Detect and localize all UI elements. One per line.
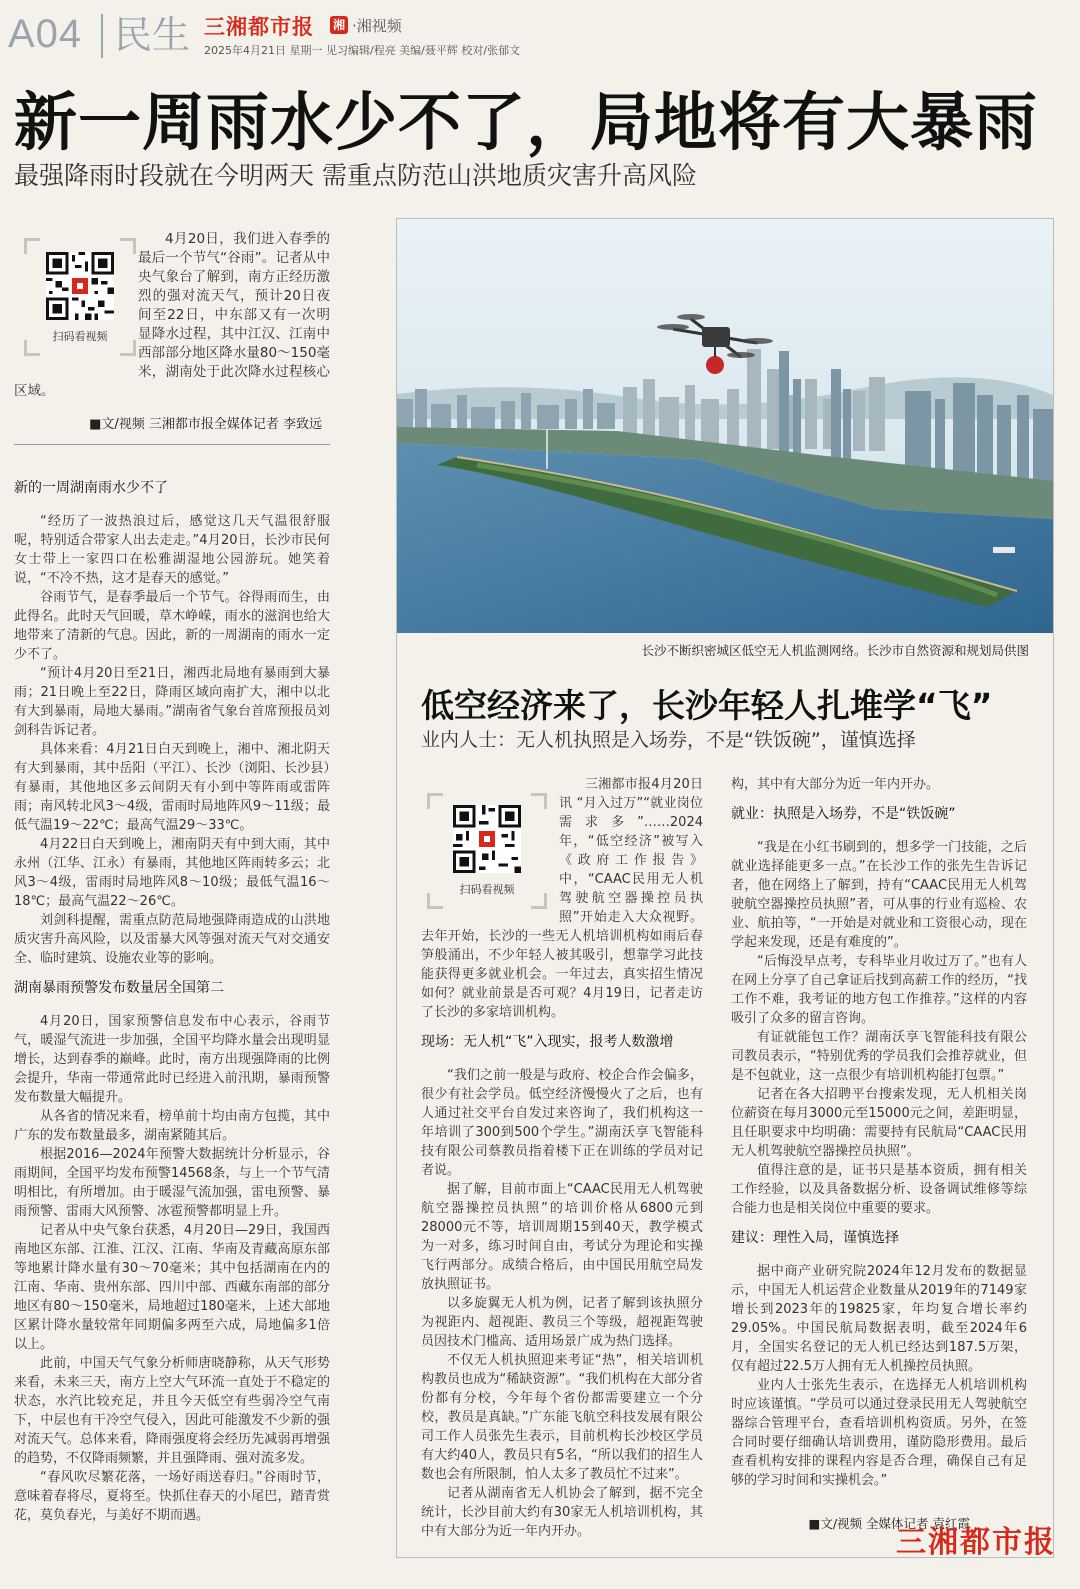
body-paragraph: 谷雨节气，是春季最后一个节气。谷得雨而生，由此得名。此时天气回暖，草木峥嵘，雨水的滋润也给大地带来了清新的气息。因此，新的一周湖南的雨水一定少不了。 [14,590,330,662]
header-divider [101,14,103,58]
article-subtitle: 业内人士：无人机执照是入场券，不是“铁饭碗”，谨慎选择 [421,729,916,751]
body-paragraph: 4月22日白天到晚上，湘南阴天有中到大雨，其中永州（江华、江永）有暴雨，其他地区阵雨转多云；北风3～4级，雷雨时局地阵风8～10级；最低气温16～18℃；最高气温22～26℃。 [14,837,330,909]
section-subtitle: 现场：无人机“飞”入现实，报考人数激增 [421,1034,674,1050]
body-paragraph: “经历了一波热浪过后，感觉这几天气温很舒服呢，特别适合带家人出去走走。”4月20日，长沙市民何女士带上一家四口在松雅湖湿地公园游玩。她笑着说，“不冷不热，这才是春天的感觉。” [14,514,330,586]
body-paragraph: 根据2016—2024年预警大数据统计分析显示，谷雨期间，全国平均发布预警14568条，与上一个节气清明相比，有所增加。由于暖湿气流加强，雷电预警、暴雨预警、雷雨大风预警、冰雹预警都明显上升。 [14,1147,330,1219]
photo-caption: 长沙不断织密城区低空无人机监测网络。长沙市自然资源和规划局供图 [641,643,1029,658]
page-header [0,0,1080,70]
city-skyline-image [397,219,1053,633]
article-drone [396,218,1054,1558]
section-subtitle: 湖南暴雨预警发布数量居全国第二 [14,980,224,996]
article-byline: ■文/视频 三湘都市报全媒体记者 李致远 [89,417,322,432]
body-paragraph: 以多旋翼无人机为例，记者了解到该执照分为视距内、超视距、教员三个等级，超视距驾驶员因技术门槛高、适用场景广成为热门选择。 [421,1296,703,1349]
body-paragraph: “后悔没早点考，专科毕业月收过万了。”也有人在网上分享了自己拿证后找到高薪工作的经历，“找工作不难，我考证的地方包工作推荐。”这样的内容吸引了众多的留言咨询。 [731,954,1027,1026]
body-paragraph: “我是在小红书刷到的，想多学一门技能，之后就业选择能更多一点。”在长沙工作的张先生告诉记者，他在网络上了解到，持有“CAAC民用无人机驾驶航空器操控员执照”者，可从事的行业有巡检、农业、航拍等，“一开始是对就业和工资很心动，现在学起来发现，还是有难度的”。 [731,840,1027,950]
body-paragraph-continued: 构，其中有大部分为近一年内开办。 [731,777,940,792]
body-paragraph: 此前，中国天气气象分析师唐晓静称，从天气形势来看，未来三天，南方上空大气环流一直处于不稳定的状态，水汽比较充足，并且今天低空有些弱冷空气南下，中层也有干冷空气侵入，因此可能激发不少新的强对流天气。总体来看，降雨强度将会经历先减弱再增强的趋势，不仅降雨频繁，并且强降雨、强对流多发。 [14,1356,330,1466]
app-logo-icon: 湘 [330,16,348,34]
lead-paragraph: 4月20日，我们进入春季的最后一个节气“谷雨”。记者从中央气象台了解到，南方正经历激烈的强对流天气，预计20日夜间至22日，中东部又有一次明显降水过程，其中江汉、江南中西部部分地区降水量80～150毫米，湖南处于此次降水过程核心区域。 [14,231,330,399]
body-paragraph: 具体来看：4月21日白天到晚上，湘中、湘北阴天有大到暴雨，其中岳阳（平江）、长沙（浏阳、长沙县）有暴雨，其他地区多云间阴天有小到中等阵雨或雷阵雨；南风转北风3～4级，雷雨时局地阵风9～11级；最低气温19～22℃；最高气温29～33℃。 [14,742,330,833]
article-column-2 [731,775,1027,1535]
body-paragraph: 有证就能包工作？湖南沃享飞智能科技有限公司教员表示，“特别优秀的学员我们会推荐就业，但是不包就业，这一点很少有培训机构能打包票。” [731,1030,1027,1083]
qr-code-block[interactable] [427,793,547,909]
body-paragraph: 据中商产业研究院2024年12月发布的数据显示，中国无人机运营企业数量从2019年的7149家增长到2023年的19825家，年均复合增长率约29.05%。中国民航局数据表明，截至2024年6月，全国实名登记的无人机已经达到187.5万架，仅有超过22.5万人拥有无人机操控员执照。 [731,1264,1027,1374]
body-paragraph: 刘剑科提醒，需重点防范局地强降雨造成的山洪地质灾害升高风险，以及雷暴大风等强对流天气对交通安全、临时建筑、设施农业等的影响。 [14,913,330,966]
body-paragraph: 记者从中央气象台获悉，4月20日—29日，我国西南地区东部、江淮、江汉、江南、华南及青藏高原东部等地累计降水量有30～70毫米；其中包括湖南在内的江南、华南、贵州东部、四川中部、西藏东南部的部分地区有80～150毫米，局地超过180毫米，上述大部地区累计降水量较常年同期偏多两至六成，局地偏多1倍以上。 [14,1223,330,1352]
section-subtitle: 就业：执照是入场券，不是“铁饭碗” [731,806,956,822]
body-paragraph: “春风吹尽繁花落，一场好雨送春归。”谷雨时节，意味着春将尽，夏将至。快抓住春天的小尾巴，踏青赏花，莫负春光，与美好不期而遇。 [14,1470,330,1523]
newspaper-logo: 三湘都市报 [896,1525,1056,1560]
newspaper-brand: 三湘都市报 [204,15,314,39]
body-paragraph: 记者从湖南省无人机协会了解到，据不完全统计，长沙目前大约有30家无人机培训机构，其中有大部分为近一年内开办。 [421,1486,703,1539]
section-subtitle: 新的一周湖南雨水少不了 [14,480,168,496]
article-body [14,468,330,1578]
qr-caption: 扫码看视频 [52,330,108,343]
qr-code-block[interactable] [24,238,136,356]
article-title: 低空经济来了，长沙年轻人扎堆学“飞” [421,686,993,725]
section-subtitle: 建议：理性入局，谨慎选择 [731,1230,899,1246]
page-number: A04 [8,12,83,56]
qr-code-icon [46,252,114,320]
qr-caption: 扫码看视频 [459,883,515,896]
main-headline: 新一周雨水少不了，局地将有大暴雨 [14,86,1038,159]
section-name: 民生 [114,13,191,57]
lead-paragraph: 三湘都市报4月20日讯 “月入过万”“就业岗位需求多”……2024年，“低空经济”被写入《政府工作报告》中，“CAAC民用无人机驾驶航空器操控员执照”开始走入大众视野。去年开始，长沙的一些无人机培训机构如雨后春笋般涌出，不少年轻人被其吸引，想靠学习此技能获得更多就业机会。一年过去，真实招生情况如何？就业前景是否可观？4月19日，记者走访了长沙的多家培训机构。 [421,777,703,1020]
body-paragraph: 4月20日，国家预警信息发布中心表示，谷雨节气，暖湿气流进一步加强，全国平均降水量会出现明显增长，达到春季的巅峰。此时，南方出现强降雨的比例会提升，华南一带通常此时已经进入前汛期，暴雨预警发布数量大幅提升。 [14,1014,330,1105]
divider [14,444,330,445]
app-name: ·湘视频 [352,17,402,35]
city-drone-photo [397,219,1053,633]
article-byline: ■文/视频 全媒体记者 袁红霞 [808,1516,970,1531]
body-paragraph: 不仅无人机执照迎来考证“热”，相关培训机构教员也成为“稀缺资源”。“我们机构在大部分省份都有分校，今年每个省份都需要建立一个分校，教员是真缺。”广东能飞航空科技发展有限公司工作人员张先生表示，目前机构长沙校区学员有大约40人，教员只有5名，“所以我们的招生人数也会有所限制，怕人太多了教员忙不过来”。 [421,1353,703,1482]
qr-code-icon [453,805,521,873]
main-subheadline: 最强降雨时段就在今明两天 需重点防范山洪地质灾害升高风险 [14,161,697,190]
issue-meta: 2025年4月21日 星期一 见习编辑/程亮 美编/聂平辉 校对/张郁文 [204,44,521,57]
body-paragraph: 业内人士张先生表示，在选择无人机培训机构时应该谨慎。“学员可以通过登录民用无人驾驶航空器综合管理平台，查看培训机构资质。另外，在签合同时要仔细确认培训费用，谨防隐形费用。最后查看机构安排的课程内容是否合理，确保自己有足够的学习时间和实操机会。” [731,1378,1027,1488]
body-paragraph: 记者在各大招聘平台搜索发现，无人机相关岗位薪资在每月3000元至15000元之间，差距明显，且任职要求中均明确：需要持有民航局“CAAC民用无人机驾驶航空器操控员执照”。 [731,1087,1027,1159]
body-paragraph: “我们之前一般是与政府、校企合作会偏多，很少有社会学员。低空经济慢慢火了之后，也有人通过社交平台自发过来咨询了，我们机构这一年培训了300到500个学生。”湖南沃享飞智能科技有限公司蔡教员指着楼下正在训练的学员对记者说。 [421,1068,703,1178]
body-paragraph: 据了解，目前市面上“CAAC民用无人机驾驶航空器操控员执照”的培训价格从6800元到28000元不等，培训周期15到40天，教学模式为一对多，练习时间自由，考试分为理论和实操飞行两部分。成绩合格后，由中国民用航空局发放执照证书。 [421,1182,703,1292]
body-paragraph: “预计4月20日至21日，湘西北局地有暴雨到大暴雨；21日晚上至22日，降雨区域向南扩大，湘中以北有大到暴雨，局地大暴雨。”湖南省气象台首席预报员刘剑科告诉记者。 [14,666,330,738]
body-paragraph: 从各省的情况来看，榜单前十均由南方包揽，其中广东的发布数量最多，湖南紧随其后。 [14,1109,330,1143]
body-paragraph: 值得注意的是，证书只是基本资质，拥有相关工作经验，以及具备数据分析、设备调试维修等综合能力也是相关岗位中重要的要求。 [731,1163,1027,1216]
